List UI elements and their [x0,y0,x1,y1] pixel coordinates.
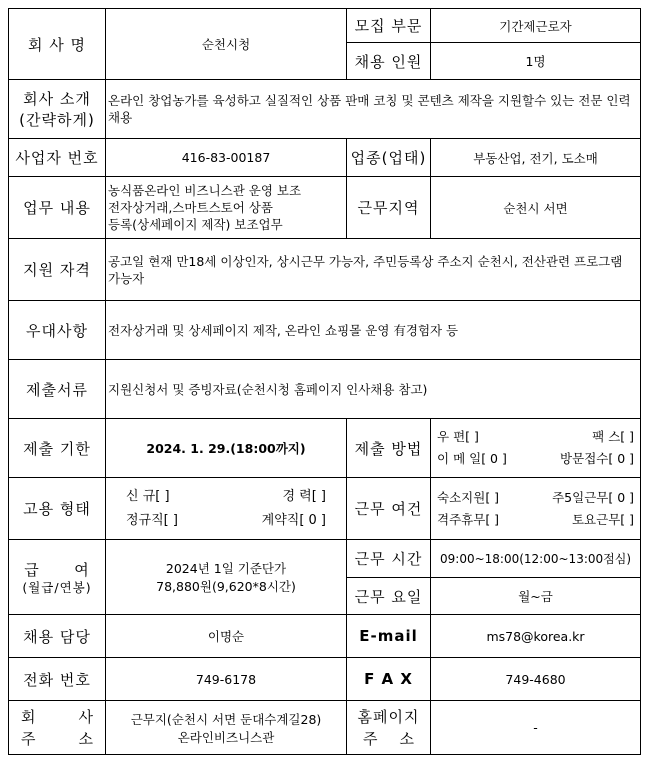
pay-label-line-2: (월급/연봉) [22,579,92,595]
recruit-dept: 기간제근로자 [431,9,641,43]
phone: 749-6178 [106,658,347,701]
pay-label-line-1: 급 여 [24,560,90,579]
manager-label: 채용 담당 [9,615,106,658]
employment-type-label: 고용 형태 [9,478,106,540]
conditions-options [431,478,641,540]
company-name: 순천시청 [106,9,347,80]
duty-line: 등록(상세페이지 제작) 보조업무 [108,217,283,232]
deadline-label: 제출 기한 [9,419,106,478]
address-label-char: 주 [21,729,36,748]
employment-experienced: 경 력[ ] [282,488,326,504]
hours-label: 근무 시간 [347,540,431,578]
duty-line: 농식품온라인 비즈니스관 운영 보조 [108,183,302,198]
intro-label [9,80,106,139]
fax: 749-4680 [431,658,641,701]
method-visit: 방문접수[ 0 ] [560,451,635,466]
address-label-char: 소 [78,729,93,748]
pay-line-2: 78,880원(9,620*8시간) [156,579,296,594]
address-label-char: 사 [78,707,93,726]
employment-type-options [106,478,347,540]
job-posting-form [8,8,641,755]
employment-new: 신 규[ ] [126,488,170,504]
address-line-2: 온라인비즈니스관 [177,729,275,745]
manager: 이명순 [106,615,347,658]
method-fax: 팩 스[ ] [592,429,635,444]
qualification-label: 지원 자격 [9,239,106,301]
email: ms78@korea.kr [431,615,641,658]
company-intro: 온라인 창업농가를 육성하고 실질적인 상품 판매 코칭 및 콘텐츠 제작을 지원할수 있는 전문 인력 채용 [106,80,641,139]
duty-label: 업무 내용 [9,177,106,239]
documents: 지원신청서 및 증빙자료(순천시청 홈페이지 인사채용 참고) [106,360,641,419]
biz-no: 416-83-00187 [106,139,347,177]
duty-line: 전자상거래,스마트스토어 상품 [108,200,273,215]
method-email: 이 메 일[ 0 ] [437,451,507,466]
biz-no-label: 사업자 번호 [9,139,106,177]
phone-label: 전화 번호 [9,658,106,701]
address-label-char: 회 [21,707,36,726]
hours: 09:00~18:00(12:00~13:00점심) [431,540,641,578]
recruit-dept-label: 모집 부문 [347,9,431,43]
address-line-1: 근무지(순천시 서면 둔대수계길28) [130,711,322,727]
email-label: E-mail [347,615,431,658]
documents-label: 제출서류 [9,360,106,419]
homepage-label [347,701,431,755]
pay-label [9,540,106,615]
hire-count-label: 채용 인원 [347,43,431,80]
address-label [9,701,106,755]
qualification: 공고일 현재 만18세 이상인자, 상시근무 가능자, 주민등록상 주소지 순천시, 전산관련 프로그램 가능자 [106,239,641,301]
industry: 부동산업, 전기, 도소매 [431,139,641,177]
homepage-label-char: 소 [399,729,415,748]
preference-label: 우대사항 [9,301,106,360]
industry-label: 업종(업태) [347,139,431,177]
intro-label-line-2: (간략하게) [19,111,95,129]
method-post: 우 편[ ] [437,429,479,444]
duty-content [106,177,347,239]
days-label: 근무 요일 [347,578,431,615]
location-label: 근무지역 [347,177,431,239]
condition-alt-holiday: 격주휴무[ ] [437,511,500,527]
company-name-label: 회 사 명 [9,9,106,80]
method-options [431,419,641,478]
conditions-label: 근무 여건 [347,478,431,540]
days: 월~금 [431,578,641,615]
homepage: - [431,701,641,755]
intro-label-line-1: 회사 소개 [23,90,91,108]
pay-line-1: 2024년 1일 기준단가 [165,561,287,576]
condition-housing: 숙소지원[ ] [437,489,500,505]
condition-saturday: 토요근무[ ] [571,511,635,527]
preference: 전자상거래 및 상세페이지 제작, 온라인 쇼핑몰 운영 有경험자 등 [106,301,641,360]
homepage-label-char: 주 [363,729,378,748]
condition-five-day: 주5일근무[ 0 ] [552,489,635,505]
employment-contract: 계약직[ 0 ] [261,512,326,528]
homepage-label-line-1: 홈페이지 [357,707,420,726]
pay-content [106,540,347,615]
deadline: 2024. 1. 29.(18:00까지) [106,419,347,478]
address [106,701,347,755]
hire-count: 1명 [431,43,641,80]
fax-label: F A X [347,658,431,701]
employment-regular: 정규직[ ] [126,512,178,528]
location: 순천시 서면 [431,177,641,239]
method-label: 제출 방법 [347,419,431,478]
